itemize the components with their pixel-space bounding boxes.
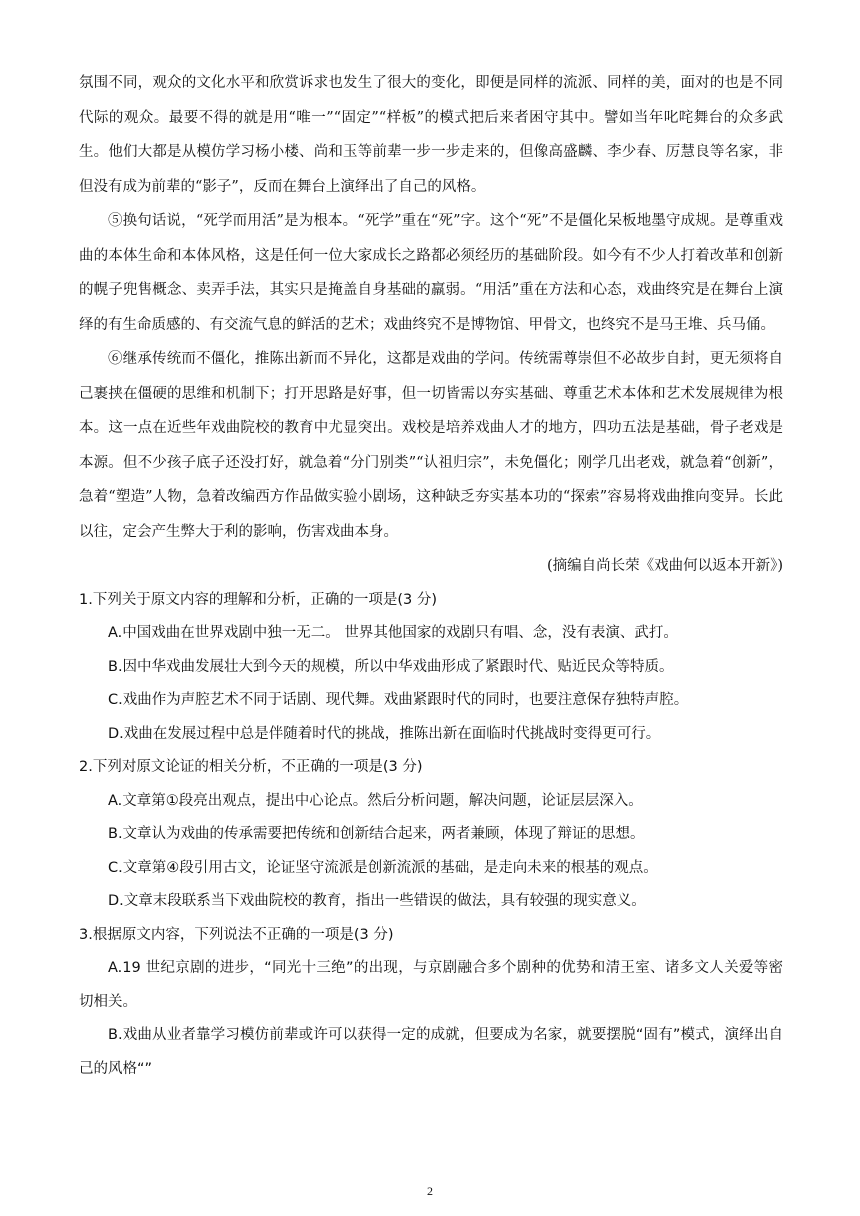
article-paragraph: ⑤换句话说，“死学而用活”是为根本。“死学”重在“死”字。这个“死”不是僵化呆板地墨守成规。是尊重戏曲的本体生命和本体风格，这是任何一位大家成长之路都必须经历的基础阶段。如今有不少人打着改革和创新的幌子兜售概念、卖弄手法，其实只是掩盖自身基础的羸弱。“用活”重在方法和心态，戏曲终究是在舞台上演绎的有生命质感的、有交流气息的鲜活的艺术；戏曲终究不是博物馆、甲骨文，也终究不是马王堆、兵马俑。: [79, 213, 783, 333]
question-3: [79, 919, 783, 1087]
option-a: A.中国戏曲在世界戏剧中独一无二。 世界其他国家的戏剧只有唱、念，没有表演、武打。: [108, 625, 678, 641]
option-b: B.文章认为戏曲的传承需要把传统和创新结合起来，两者兼顾，体现了辩证的思想。: [108, 826, 645, 842]
option-a: A.19 世纪京剧的进步，“同光十三绝”的出现，与京剧融合多个剧种的优势和清王室、诸多文人关爱等密切相关。: [79, 960, 783, 1010]
article-paragraph: ⑥继承传统而不僵化，推陈出新而不异化，这都是戏曲的学问。传统需尊崇但不必故步自封，更无须将自己裹挟在僵硬的思维和机制下；打开思路是好事，但一切皆需以夯实基础、尊重艺术本体和艺术发展规律为根本。这一点在近些年戏曲院校的教育中尤显突出。戏校是培养戏曲人才的地方，四功五法是基础，骨子老戏是本源。但不少孩子底子还没打好，就急着“分门别类”“认祖归宗”，未免僵化；刚学几出老戏，就急着“创新”，急着“塑造”人物，急着改编西方作品做实验小剧场，这种缺乏夯实基本功的“探索”容易将戏曲推向变异。长此以往，定会产生弊大于利的影响，伤害戏曲本身。: [79, 351, 783, 540]
question-stem: 2.下列对原文论证的相关分析，不正确的一项是(3 分): [79, 759, 423, 775]
option-d: D.文章末段联系当下戏曲院校的教育，指出一些错误的做法，具有较强的现实意义。: [108, 893, 646, 909]
question-stem: 3.根据原文内容，下列说法不正确的一项是(3 分): [79, 926, 394, 943]
option-d: D.戏曲在发展过程中总是伴随着时代的挑战，推陈出新在面临时代挑战时变得更可行。: [108, 725, 661, 742]
page-number: 2: [427, 1184, 433, 1198]
article-paragraph: 氛围不同，观众的文化水平和欣赏诉求也发生了很大的变化，即便是同样的流派、同样的美，面对的也是不同代际的观众。最要不得的就是用“唯一”“固定”“样板”的模式把后来者困守其中。譬如当年叱咤舞台的众多武生。他们大都是从模仿学习杨小楼、尚和玉等前辈一步一步走来的，但像高盛麟、李少春、厉慧良等名家，非但没有成为前辈的“影子”，反而在舞台上演绎出了自己的风格。: [79, 75, 783, 195]
question-2: [79, 751, 783, 919]
option-a: A.文章第①段亮出观点，提出中心论点。然后分析问题，解决问题，论证层层深入。: [108, 792, 643, 809]
document-body: [79, 66, 783, 1086]
question-stem: 1.下列关于原文内容的理解和分析，正确的一项是(3 分): [79, 591, 437, 608]
option-b: B.因中华戏曲发展壮大到今天的规模，所以中华戏曲形成了紧跟时代、贴近民众等特质。: [108, 658, 674, 675]
question-1: [79, 584, 783, 752]
option-b: B.戏曲从业者靠学习模仿前辈或许可以获得一定的成就，但要成为名家，就要摆脱“固有”模式，演绎出自己的风格“”: [79, 1027, 783, 1077]
option-c: C.文章第④段引用古文，论证坚守流派是创新流派的基础，是走向未来的根基的观点。: [108, 859, 658, 876]
article-source: (摘编自尚长荣《戏曲何以返本开新》): [546, 558, 783, 574]
option-c: C.戏曲作为声腔艺术不同于话剧、现代舞。戏曲紧跟时代的同时，也要注意保存独特声腔。: [108, 692, 689, 708]
